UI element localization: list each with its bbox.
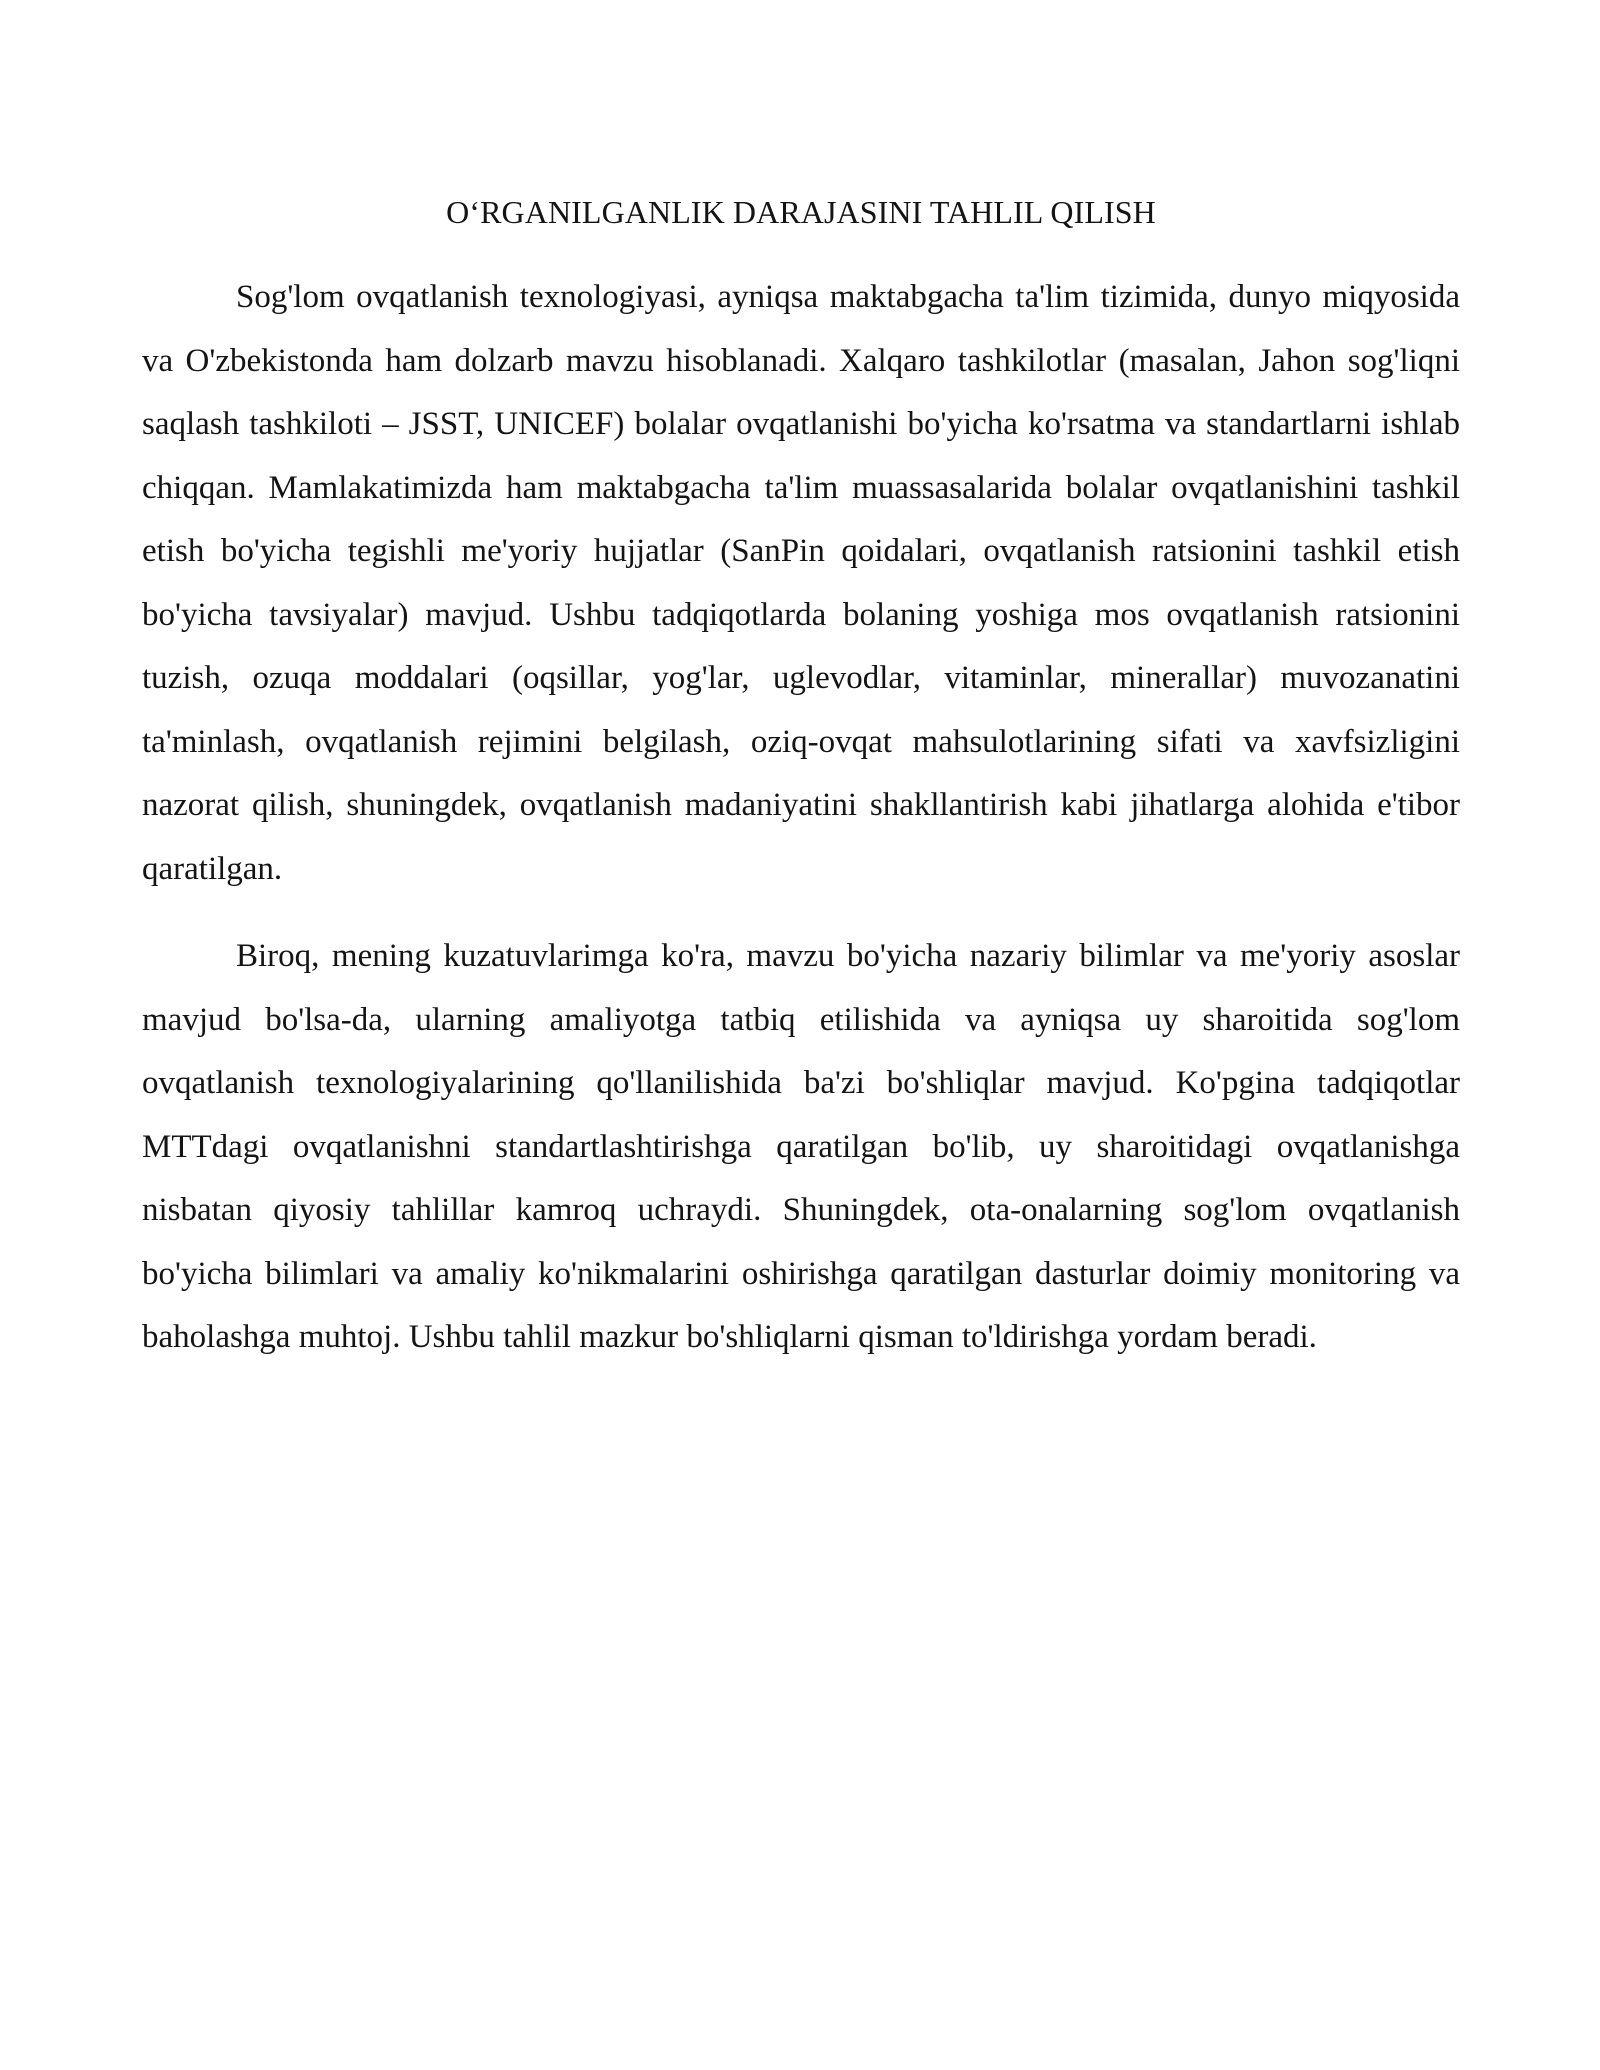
body-paragraph-2: Biroq, mening kuzatuvlarimga ko'ra, mavzu bo'yicha nazariy bilimlar va me'yoriy asoslar mavjud bo'lsa-da, ularning amaliyotga tatbiq etilishida va ayniqsa uy sharoitida sog'lom ovqatlanish texnologiyalarining qo'llanilishida ba'zi bo'shliqlar mavjud. Ko'pgina tadqiqotlar MTTdagi ovqatlanishni standartlashtirishga qaratilgan bo'lib, uy sharoitidagi ovqatlanishga nisbatan qiyosiy tahlillar kamroq uchraydi. Shuningdek, ota-onalarning sog'lom ovqatlanish bo'yicha bilimlari va amaliy ko'nikmalarini oshirishga qaratilgan dasturlar doimiy monitoring va baholashga muhtoj. Ushbu tahlil mazkur bo'shliqlarni qisman to'ldirishga yordam beradi.: [142, 938, 1460, 1355]
document-title: O‘RGANILGANLIK DARAJASINI TAHLIL QILISH: [446, 194, 1156, 230]
body-paragraph-1: Sog'lom ovqatlanish texnologiyasi, ayniqsa maktabgacha ta'lim tizimida, dunyo miqyosida va O'zbekistonda ham dolzarb mavzu hisoblanadi. Xalqaro tashkilotlar (masalan, Jahon sog'liqni saqlash tashkiloti – JSST, UNICEF) bolalar ovqatlanishi bo'yicha ko'rsatma va standartlarni ishlab chiqqan. Mamlakatimizda ham maktabgacha ta'lim muassasalarida bolalar ovqatlanishini tashkil etish bo'yicha tegishli me'yoriy hujjatlar (SanPin qoidalari, ovqatlanish ratsionini tashkil etish bo'yicha tavsiyalar) mavjud. Ushbu tadqiqotlarda bolaning yoshiga mos ovqatlanish ratsionini tuzish, ozuqa moddalari (oqsillar, yog'lar, uglevodlar, vitaminlar, minerallar) muvozanatini ta'minlash, ovqatlanish rejimini belgilash, oziq-ovqat mahsulotlarining sifati va xavfsizligini nazorat qilish, shuningdek, ovqatlanish madaniyatini shakllantirish kabi jihatlarga alohida e'tibor qaratilgan.: [142, 279, 1460, 887]
document-body: [142, 188, 1460, 1370]
